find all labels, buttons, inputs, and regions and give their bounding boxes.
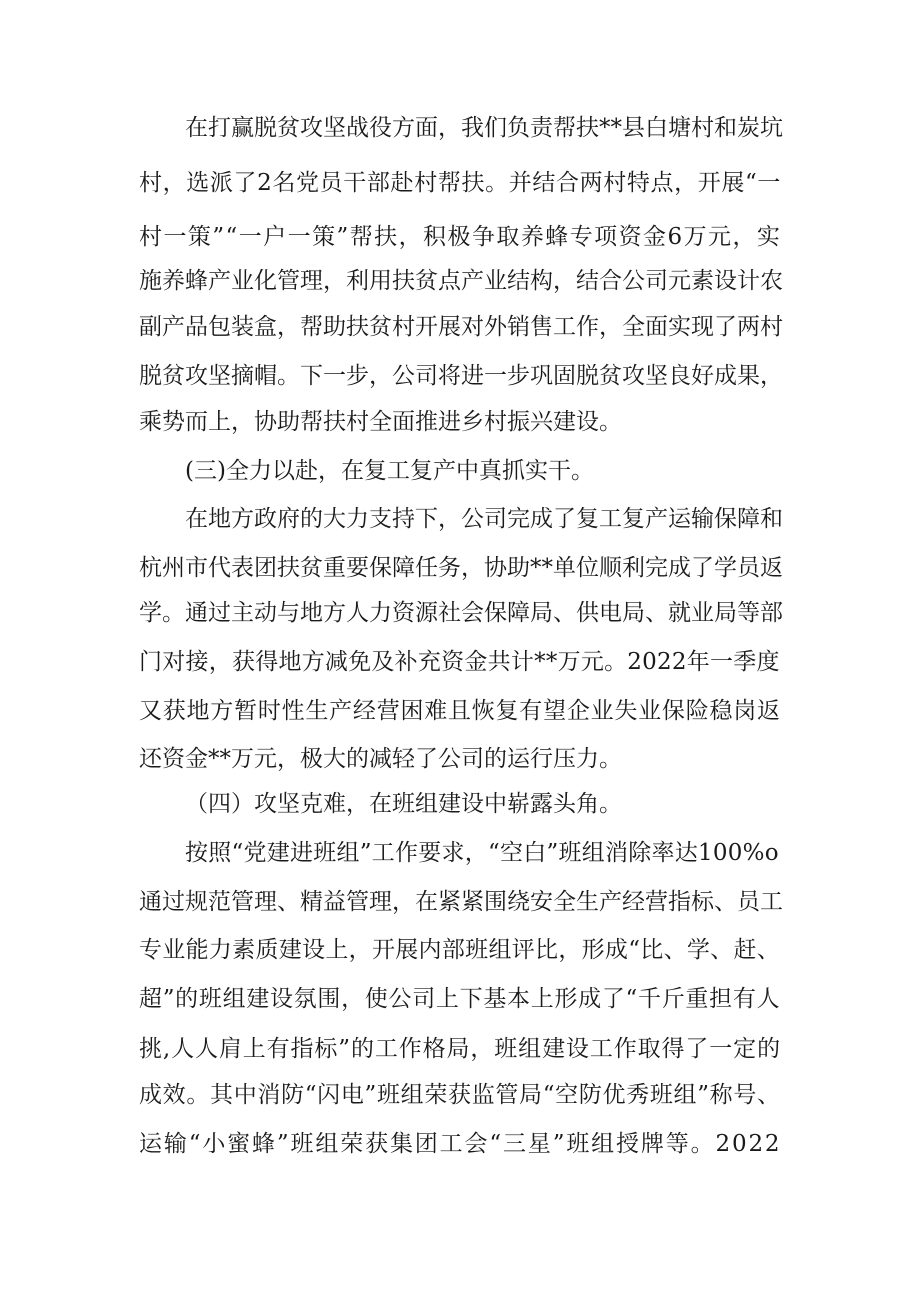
section-heading-3: (三)全力以赴，在复工复产中真抓实干。 — [185, 458, 594, 484]
paragraph-line-9: 杭州市代表团扶贫重要保障任务，协助**单位顺利完成了学员返 — [139, 555, 783, 581]
paragraph-line-20: 运输“小蜜蜂”班组荣获集团工会“三星”班组授牌等。2022 — [139, 1131, 782, 1157]
paragraph-line-4: 施养蜂产业化管理，利用扶贫点产业结构，结合公司元素设计农 — [139, 268, 783, 294]
paragraph-line-19: 成效。其中消防“闪电”班组荣获监管局“空防优秀班组”称号、 — [139, 1082, 781, 1108]
section-heading-4: （四）攻坚克难，在班组建设中崭露头角。 — [185, 791, 622, 817]
paragraph-line-18: 挑,人人肩上有指标”的工作格局，班组建设工作取得了一定的 — [139, 1036, 781, 1062]
paragraph-line-17: 超”的班组建设氛围，使公司上下基本上形成了“千斤重担有人 — [139, 986, 781, 1012]
paragraph-line-8: 在地方政府的大力支持下，公司完成了复工复产运输保障和 — [185, 506, 783, 532]
paragraph-line-5: 副产品包装盒，帮助扶贫村开展对外销售工作，全面实现了两村 — [139, 314, 783, 340]
paragraph-line-6: 脱贫攻坚摘帽。下一步，公司将进一步巩固脱贫攻坚良好成果， — [139, 363, 783, 389]
paragraph-line-12: 又获地方暂时性生产经营困难且恢复有望企业失业保险稳岗返 — [139, 698, 781, 724]
paragraph-line-7: 乘势而上，协助帮扶村全面推进乡村振兴建设。 — [139, 409, 622, 435]
paragraph-line-10: 学。通过主动与地方人力资源社会保障局、供电局、就业局等部 — [139, 600, 783, 626]
paragraph-line-15: 通过规范管理、精益管理，在紧紧围绕安全生产经营指标、员工 — [139, 889, 783, 915]
paragraph-line-3: 村一策”“一户一策”帮扶，积极争取养蜂专项资金6万元，实 — [139, 224, 782, 250]
paragraph-line-14: 按照“党建进班组”工作要求，“空白”班组消除率达100%o — [185, 840, 779, 866]
paragraph-line-2: 村，选派了2名党员干部赴村帮扶。并结合两村特点，开展“一 — [139, 170, 782, 196]
paragraph-line-1: 在打赢脱贫攻坚战役方面，我们负责帮扶**县白塘村和炭坑 — [185, 115, 783, 141]
paragraph-line-13: 还资金**万元，极大的减轻了公司的运行压力。 — [139, 746, 622, 772]
paragraph-line-11: 门对接，获得地方减免及补充资金共计**万元。2022年一季度 — [139, 649, 780, 675]
paragraph-line-16: 专业能力素质建设上，开展内部班组评比，形成“比、学、赶、 — [139, 937, 781, 963]
